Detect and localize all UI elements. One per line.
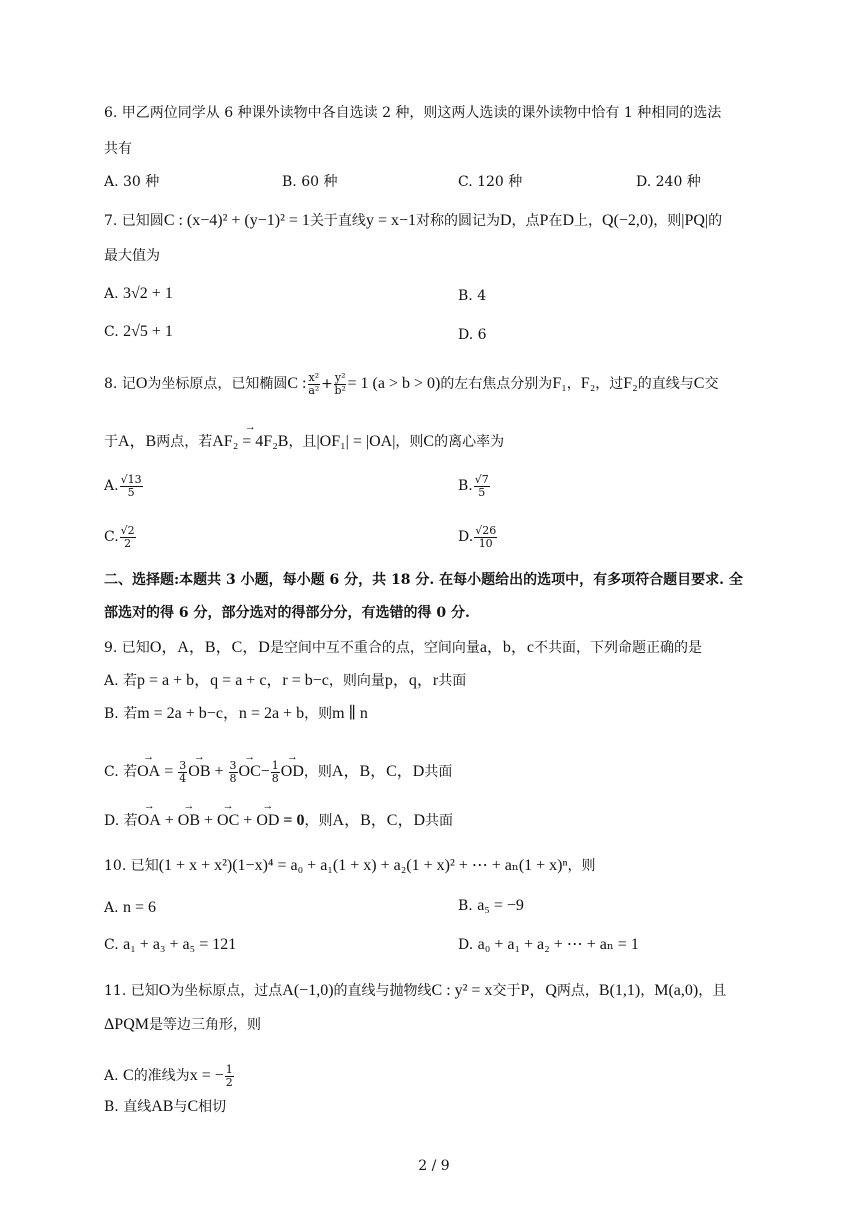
q11-text: 是等边三角形，则 xyxy=(148,1017,261,1033)
q10-expansion: (1 + x + x²)(1−x)⁴ = a₀ + a₁(1 + x) + a₂(1 + x)² + ⋯ + aₙ(1 + x)ⁿ xyxy=(158,857,568,874)
q11-num: 11. 已知 xyxy=(104,983,159,999)
q8-of-oa: |OF₁| = |OA| xyxy=(316,433,396,450)
q7-circle-eq: C : (x−4)² + (y−1)² = 1 xyxy=(163,212,310,229)
q7-option-a-value: 3√2 + 1 xyxy=(123,285,173,302)
section2-heading-line1: 二、选择题:本题共 3 小题，每小题 6 分，共 18 分. 在每小题给出的选项中，有多项符合题目要求. 全 xyxy=(104,572,743,588)
q7-line-eq: y = x−1 xyxy=(365,212,416,229)
q7-pq: |PQ| xyxy=(681,212,709,229)
option-label: A. xyxy=(104,286,119,302)
frac-den: 8 xyxy=(271,771,279,785)
q9-option-a-expr: p = a + b，q = a + c，r = b−c xyxy=(137,672,329,689)
q9-text: A. 若 xyxy=(104,673,138,689)
q9-text: ，则 xyxy=(304,706,333,722)
q11-option-b xyxy=(104,1099,226,1115)
q7-d: D xyxy=(499,212,512,229)
q7-num: 7. 已知圆 xyxy=(104,213,164,229)
q8-text: ，过 xyxy=(595,376,624,393)
frac-den: 5 xyxy=(478,485,486,499)
plus-sign: + xyxy=(210,763,228,781)
q11-text: 的准线为 xyxy=(133,1068,190,1085)
frac-den: a² xyxy=(308,383,320,397)
frac-den: 5 xyxy=(127,485,135,499)
option-label: A. xyxy=(104,900,119,916)
q9-text: ，则 xyxy=(304,813,333,829)
frac-num: 1 xyxy=(225,1063,233,1076)
frac-num: √7 xyxy=(474,473,489,486)
q11-text: B. 直线 xyxy=(104,1099,152,1115)
q9-text: C. 若 xyxy=(104,764,138,781)
q10-option-b-value: a₅ = −9 xyxy=(477,897,524,914)
q8-text: 交 xyxy=(704,376,719,393)
option-label: B. xyxy=(458,478,473,495)
q9-num: 9. 已知 xyxy=(104,640,150,656)
q9-stem xyxy=(104,640,702,656)
q8-ellipse-c: C : xyxy=(287,375,307,393)
plus-sign: + xyxy=(200,812,218,829)
q11-text: 两点， xyxy=(556,983,599,999)
vector-ob: → OB xyxy=(188,764,210,780)
q8-ellipse-eq: = 1 (a > b > 0) xyxy=(347,375,441,393)
q9-parallel: m ∥ n xyxy=(332,705,368,722)
q9-points: O，A，B，C，D xyxy=(149,639,270,656)
q11-stem-line1 xyxy=(104,983,726,999)
q8-frac-y xyxy=(334,372,347,396)
q9-option-a xyxy=(104,673,466,689)
q11-text: ，且 xyxy=(698,983,727,999)
frac-num: 3 xyxy=(179,759,187,772)
vector-oa: → OA xyxy=(137,764,160,780)
q8-f1: F₁ xyxy=(552,375,567,393)
q11-c: C xyxy=(187,1098,199,1115)
q9-text: 是空间中互不重合的点，空间向量 xyxy=(269,640,480,656)
q11-point-a: A(−1,0) xyxy=(282,982,334,999)
q11-frac xyxy=(225,1064,234,1088)
plus-sign: + xyxy=(160,812,178,829)
q8-text: 为坐标原点，已知椭圆 xyxy=(147,376,288,393)
q9-frac xyxy=(271,760,280,784)
q8-c: C xyxy=(693,375,705,393)
q11-text: 交于 xyxy=(492,983,521,999)
q8-frac-x xyxy=(308,372,321,396)
frac-num: √26 xyxy=(475,524,497,537)
q9-text: 共面 xyxy=(438,673,467,689)
q10-option-c xyxy=(104,937,236,953)
q10-option-d xyxy=(458,937,639,953)
q10-option-b xyxy=(458,898,524,914)
q7-text: 对称的圆记为 xyxy=(415,213,500,229)
q7-text: ，点 xyxy=(511,213,540,229)
q7-p: P xyxy=(539,212,549,229)
q8-text: 于 xyxy=(104,434,118,450)
q8-text: ，则 xyxy=(395,434,424,450)
frac-num: 1 xyxy=(271,759,279,772)
q10-option-a-value: n = 6 xyxy=(123,899,157,916)
q8-num: 8. 记 xyxy=(104,376,136,393)
q9-text: B. 若 xyxy=(104,706,138,722)
q8-option-d-frac xyxy=(474,525,497,549)
q11-stem-line2 xyxy=(104,1017,261,1033)
q11-line-ab: AB xyxy=(151,1098,174,1115)
q7-text: 在 xyxy=(548,213,563,229)
frac-den: 2 xyxy=(124,536,132,550)
q11-directrix: x = − xyxy=(189,1067,224,1085)
q6-option-c: C. 120 种 xyxy=(458,174,523,190)
q8-stem-line2 xyxy=(104,434,504,450)
q7-text: 关于直线 xyxy=(309,213,366,229)
frac-num: 3 xyxy=(229,759,237,772)
q8-text: ， xyxy=(566,376,581,393)
q9-text: ，则 xyxy=(303,764,332,781)
q9-text: 共面 xyxy=(425,813,454,829)
q8-option-b-frac xyxy=(474,474,490,498)
q10-option-a xyxy=(104,900,156,916)
option-label: C. xyxy=(104,937,119,953)
q10-stem xyxy=(104,858,596,874)
q9-text: 不共面，下列命题正确的是 xyxy=(534,640,703,656)
q8-option-b xyxy=(458,474,491,498)
section2-heading-line2: 部选对的得 6 分，部分选对的得部分分，有选错的得 0 分. xyxy=(104,605,470,621)
vector-oc: → OC xyxy=(217,813,239,829)
q7-option-b: B. 4 xyxy=(458,288,487,304)
plus-sign: + xyxy=(239,812,257,829)
q8-stem-line1: 8. 记O为坐标原点，已知椭圆C : $\frac{\text{x²}}{\text{a²}}$ + $\frac{\text{y²}}{\text{b²}}$ = 1 (a > b > 0)的左右焦点分别为F₁，F₂，过F₂的直线与C交 xyxy=(104,371,719,397)
q6-option-b: B. 60 种 xyxy=(282,174,338,190)
q10-option-c-value: a₁ + a₃ + a₅ = 121 xyxy=(123,936,237,953)
vector-oc: → OC xyxy=(239,764,261,780)
q8-option-a-frac xyxy=(120,474,143,498)
q11-c: C xyxy=(123,1067,134,1085)
q7-option-c-value: 2√5 + 1 xyxy=(123,323,173,340)
frac-num: x² xyxy=(308,371,320,384)
frac-den: 4 xyxy=(179,771,187,785)
q8-text: 的左右焦点分别为 xyxy=(440,376,553,393)
frac-den: 8 xyxy=(229,771,237,785)
q11-text: 为坐标原点，过点 xyxy=(170,983,283,999)
q8-option-a xyxy=(104,474,144,498)
q7-stem-line2: 最大值为 xyxy=(104,248,160,264)
option-label: D. xyxy=(458,937,474,953)
frac-num: √13 xyxy=(120,473,142,486)
q9-vectors: a，b，c xyxy=(479,639,535,656)
q7-q-point: Q(−2,0) xyxy=(602,212,654,229)
page-number: 2 / 9 xyxy=(418,1158,450,1174)
option-label: D. xyxy=(458,529,474,546)
q6-stem-line1: 6. 甲乙两位同学从 6 种课外读物中各自选读 2 种，则这两人选读的课外读物中恰有 1 种相同的选法 xyxy=(104,105,722,121)
q8-vector-relation: → AF₂ = 4F₂B xyxy=(212,434,288,450)
equals-zero: = 0 xyxy=(279,812,305,829)
q6-option-a: A. 30 种 xyxy=(104,174,160,190)
option-label: A. xyxy=(104,1068,119,1085)
q9-frac xyxy=(178,760,187,784)
q8-option-c xyxy=(104,525,137,549)
q9-text: 共面 xyxy=(424,764,453,781)
q8-c: C xyxy=(423,433,435,450)
q8-text: ，且 xyxy=(288,434,317,450)
q10-option-d-value: a₀ + a₁ + a₂ + ⋯ + aₙ = 1 xyxy=(477,936,639,953)
q9-text: ，则向量 xyxy=(328,673,385,689)
q11-text: 相切 xyxy=(198,1099,227,1115)
equals-sign: = xyxy=(160,763,178,781)
minus-sign: − xyxy=(260,763,270,781)
frac-num: √2 xyxy=(120,524,135,537)
q11-pq: P，Q xyxy=(520,982,557,999)
q8-text: 两点，若 xyxy=(156,434,213,450)
q9-option-d xyxy=(104,813,453,829)
option-label: A. xyxy=(104,478,119,495)
q11-parabola: C : y² = x xyxy=(431,982,493,999)
q7-stem-line1 xyxy=(104,213,722,229)
q8-option-d xyxy=(458,525,498,549)
q9-option-b-expr: m = 2a + b−c，n = 2a + b xyxy=(137,705,305,722)
frac-den: b² xyxy=(334,383,346,397)
q7-option-d: D. 6 xyxy=(458,327,487,343)
q8-text: 的直线与 xyxy=(637,376,694,393)
q11-text: 的直线与抛物线 xyxy=(333,983,432,999)
q8-ab: A，B xyxy=(118,433,157,450)
q10-num: 10. 已知 xyxy=(104,858,159,874)
vector-od: → OD xyxy=(256,813,279,829)
q11-text: 与 xyxy=(173,1099,188,1115)
q7-text: ，则 xyxy=(653,213,682,229)
q8-o: O xyxy=(135,375,148,393)
frac-den: 10 xyxy=(478,536,493,550)
frac-den: 2 xyxy=(225,1075,233,1089)
q7-text: 的 xyxy=(708,213,723,229)
vector-od: → OD xyxy=(281,764,304,780)
q8-option-c-frac xyxy=(120,525,136,549)
q9-option-b xyxy=(104,706,368,722)
q9-option-c xyxy=(104,760,452,784)
frac-num: y² xyxy=(334,371,346,384)
q9-text: D. 若 xyxy=(104,813,138,829)
q6-option-d: D. 240 种 xyxy=(636,174,701,190)
q7-d: D xyxy=(562,212,575,229)
q8-f2: F₂ xyxy=(623,375,638,393)
q7-text: 上， xyxy=(574,213,603,229)
q11-text: ， xyxy=(640,983,655,999)
q8-text: 的离心率为 xyxy=(434,434,505,450)
option-label: C. xyxy=(104,529,119,546)
q11-option-a xyxy=(104,1064,235,1088)
q7-option-a xyxy=(104,286,173,302)
vector-oa: → OA xyxy=(138,813,161,829)
q11-point-m: M(a,0) xyxy=(654,982,699,999)
q9-points: A，B，C，D xyxy=(332,812,426,829)
q8-f2: F₂ xyxy=(580,375,596,393)
q6-stem-line2: 共有 xyxy=(104,141,132,157)
q9-points: A，B，C，D xyxy=(331,763,425,781)
q9-frac xyxy=(229,760,238,784)
option-label: C. xyxy=(104,324,119,340)
q9-pqr: p，q，r xyxy=(384,672,439,689)
vector-ob: → OB xyxy=(178,813,200,829)
q11-o: O xyxy=(158,982,171,999)
q11-triangle: ΔPQM xyxy=(104,1016,149,1033)
q7-option-c xyxy=(104,324,173,340)
q10-text: ，则 xyxy=(567,858,596,874)
q11-point-b: B(1,1) xyxy=(598,982,641,999)
option-label: B. xyxy=(458,898,473,914)
